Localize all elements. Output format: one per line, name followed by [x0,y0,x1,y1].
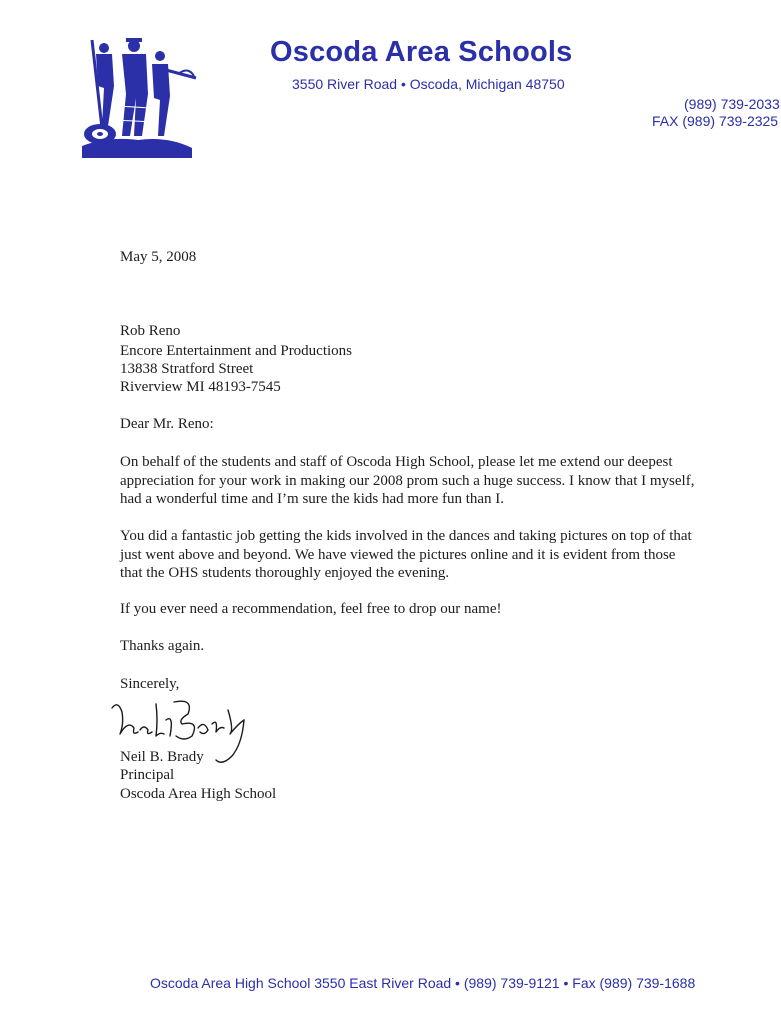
paragraph [120,453,750,509]
org-address: 3550 River Road • Oscoda, Michigan 48750 [292,76,565,92]
recipient-name: Rob Reno [120,323,181,339]
signer-title: Principal [120,767,175,783]
paragraph-line: You did a fantastic job getting the kids involved in the dances and taking pictures on top of that [120,528,692,544]
paragraph-line: On behalf of the students and staff of Oscoda High School, please let me extend our deepest [120,454,673,470]
letter-date: May 5, 2008 [120,249,197,265]
recipient-city: Riverview MI 48193-7545 [120,379,281,395]
signer-name: Neil B. Brady [120,749,204,765]
letter-footer: Oscoda Area High School 3550 East River Road • (989) 739-9121 • Fax (989) 739-1688 [150,975,696,991]
paragraph-line: appreciation for your work in making our 2008 prom such a huge success. I know that I myself, [120,472,695,489]
paragraph [120,600,750,619]
org-name: Oscoda Area Schools [270,36,573,68]
paragraph-line: that the OHS students thoroughly enjoyed the evening. [120,565,450,581]
recipient-company: Encore Entertainment and Productions [120,343,353,359]
closing: Sincerely, [120,676,180,692]
paragraph [120,527,750,583]
salutation: Dear Mr. Reno: [120,416,214,432]
org-phone: (989) 739-2033 [684,96,780,112]
paragraph-line: If you ever need a recommendation, feel free to drop our name! [120,601,502,617]
org-fax: FAX (989) 739-2325 [652,113,779,129]
signer-organization: Oscoda Area High School [120,786,277,802]
thanks-line: Thanks again. [120,638,205,654]
paragraph-line: had a wonderful time and I’m sure the kids had more fun than I. [120,491,505,507]
paragraph-line: just went above and beyond. We have viewed the pictures online and it is evident from those [120,546,676,563]
recipient-street: 13838 Stratford Street [120,361,254,377]
statue-logo-icon [78,36,198,160]
